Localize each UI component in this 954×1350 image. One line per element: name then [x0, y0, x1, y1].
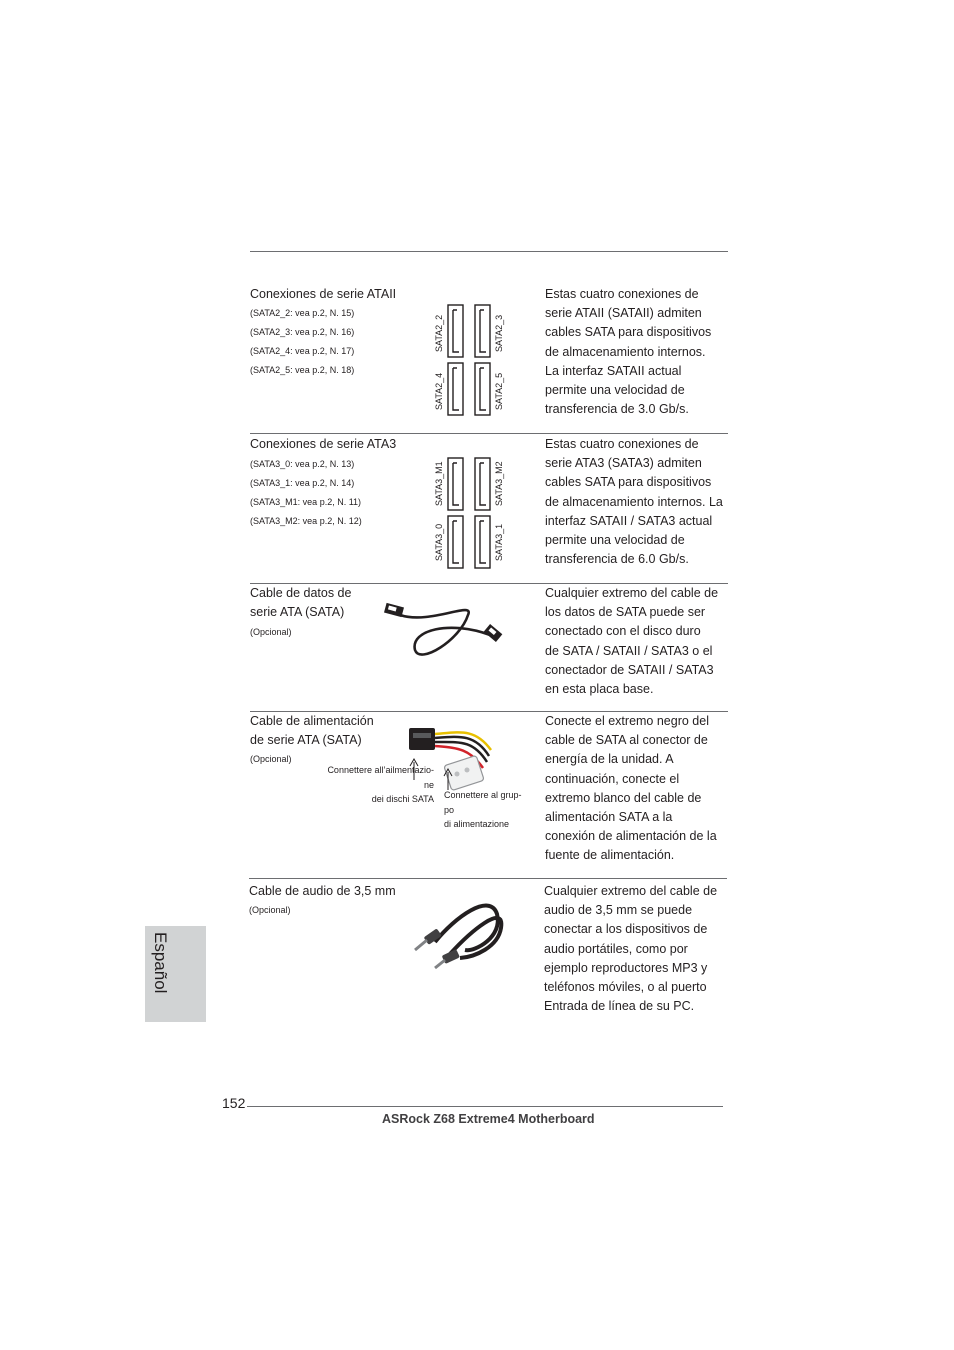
desc-line: Cualquier extremo del cable de: [545, 586, 719, 600]
desc-line: continuación, conecte el: [545, 771, 680, 786]
ata2-ref: (SATA2_3: vea p.2, N. 16): [250, 327, 355, 337]
desc-line: Conecte el extremo negro del: [545, 714, 709, 728]
top-rule: [250, 251, 728, 252]
ata2-ref: (SATA2_2: vea p.2, N. 15): [250, 308, 355, 318]
desc-line: serie ATAII (SATAII) admiten: [545, 306, 702, 321]
powercable-description: [545, 712, 731, 866]
desc-line: cables SATA para dispositivos: [545, 475, 712, 490]
desc-line: conectar a los dispositivos de: [544, 922, 708, 937]
desc-line: transferencia de 6.0 Gb/s.: [545, 552, 689, 567]
port-label-sata2-4: SATA2_4: [434, 372, 444, 410]
title-line: serie ATA (SATA): [250, 605, 345, 619]
desc-line: Estas cuatro conexiones de: [545, 287, 699, 301]
audiocable-description: [544, 882, 730, 1016]
desc-line: La interfaz SATAII actual: [545, 363, 682, 378]
arrow-up-icon: [443, 768, 453, 790]
desc-line: transferencia de 3.0 Gb/s.: [545, 402, 689, 417]
audiocable-title: Cable de audio de 3,5 mm: [249, 884, 396, 898]
ata2-refs: [250, 304, 354, 380]
footer-rule: [247, 1106, 723, 1107]
port-label-sata2-3: SATA2_3: [494, 314, 504, 352]
language-label: Español: [151, 932, 170, 994]
callout-line: dei dischi SATA: [371, 794, 434, 804]
sata-data-cable-illustration: [380, 595, 510, 665]
callout-line: po: [444, 804, 455, 815]
page-number: 152: [222, 1095, 246, 1111]
datacable-title: [250, 584, 351, 622]
powercable-title: [250, 712, 374, 750]
callout-line: Connettere al grup-: [444, 790, 522, 800]
datacable-optional-note: (Opcional): [250, 627, 292, 637]
ata2-ref: (SATA2_4: vea p.2, N. 17): [250, 346, 355, 356]
desc-line: audio portátiles, como por: [544, 941, 688, 956]
desc-line: conectado con el disco duro: [545, 624, 701, 639]
ata3-ref: (SATA3_M1: vea p.2, N. 11): [250, 497, 362, 507]
desc-line: alimentación SATA a la: [545, 810, 673, 825]
audio-cable-illustration: [405, 892, 515, 982]
port-label-sata3-m1: SATA3_M1: [434, 461, 444, 506]
powercable-optional-note: (Opcional): [250, 754, 292, 764]
desc-line: los datos de SATA puede ser: [545, 605, 706, 620]
desc-line: en esta placa base.: [545, 682, 654, 697]
ata2-title: Conexiones de serie ATAII: [250, 287, 397, 301]
ata2-ref: (SATA2_5: vea p.2, N. 18): [250, 365, 355, 375]
section-divider: [250, 433, 728, 434]
desc-line: audio de 3,5 mm se puede: [544, 903, 693, 918]
ata3-refs: [250, 455, 362, 531]
desc-line: Estas cuatro conexiones de: [545, 437, 699, 451]
section-divider: [249, 878, 727, 879]
title-line: de serie ATA (SATA): [250, 733, 362, 747]
desc-line: Cualquier extremo del cable de: [544, 884, 718, 898]
language-side-tab: [145, 926, 206, 1022]
desc-line: cable de SATA al conector de: [545, 733, 708, 748]
desc-line: conexión de alimentación de la: [545, 829, 717, 844]
callout-line: di alimentazione: [444, 819, 510, 829]
datacable-description: [545, 584, 731, 699]
desc-line: fuente de alimentación.: [545, 848, 675, 863]
callout-line: Connettere all’ailmentazio-: [327, 765, 434, 775]
title-line: Cable de alimentación: [250, 714, 374, 728]
port-label-sata2-2: SATA2_2: [434, 314, 444, 352]
desc-line: de almacenamiento internos. La: [545, 494, 723, 509]
desc-line: teléfonos móviles, o al puerto: [544, 980, 707, 995]
port-label-sata3-m2: SATA3_M2: [494, 461, 504, 506]
callout-drive-power: [300, 763, 434, 807]
ata3-title: Conexiones de serie ATA3: [250, 437, 397, 451]
desc-line: conectador de SATAII / SATA3: [545, 662, 714, 677]
desc-line: permite una velocidad de: [545, 383, 685, 398]
port-label-sata2-5: SATA2_5: [494, 372, 504, 410]
desc-line: energía de la unidad. A: [545, 752, 674, 767]
desc-line: ejemplo reproductores MP3 y: [544, 960, 708, 975]
desc-line: de almacenamiento internos.: [545, 344, 706, 359]
ata3-ref: (SATA3_M2: vea p.2, N. 12): [250, 516, 362, 526]
footer-product-name: ASRock Z68 Extreme4 Motherboard: [382, 1112, 595, 1126]
desc-line: serie ATA3 (SATA3) admiten: [545, 456, 702, 471]
audiocable-optional-note: (Opcional): [249, 905, 291, 915]
desc-line: interfaz SATAII / SATA3 actual: [545, 513, 713, 528]
desc-line: de SATA / SATAII / SATA3 o el: [545, 643, 713, 658]
ata3-ref: (SATA3_1: vea p.2, N. 14): [250, 478, 355, 488]
ata2-description: [545, 285, 731, 419]
title-line: Cable de datos de: [250, 586, 352, 600]
desc-line: extremo blanco del cable de: [545, 790, 702, 805]
port-label-sata3-0: SATA3_0: [434, 523, 444, 561]
desc-line: permite una velocidad de: [545, 533, 685, 548]
port-label-sata3-1: SATA3_1: [494, 523, 504, 561]
callout-line: ne: [423, 779, 434, 790]
ata3-ref: (SATA3_0: vea p.2, N. 13): [250, 459, 355, 469]
ata3-description: [545, 435, 731, 569]
callout-psu: [444, 788, 544, 832]
desc-line: cables SATA para dispositivos: [545, 325, 712, 340]
desc-line: Entrada de línea de su PC.: [544, 999, 695, 1014]
